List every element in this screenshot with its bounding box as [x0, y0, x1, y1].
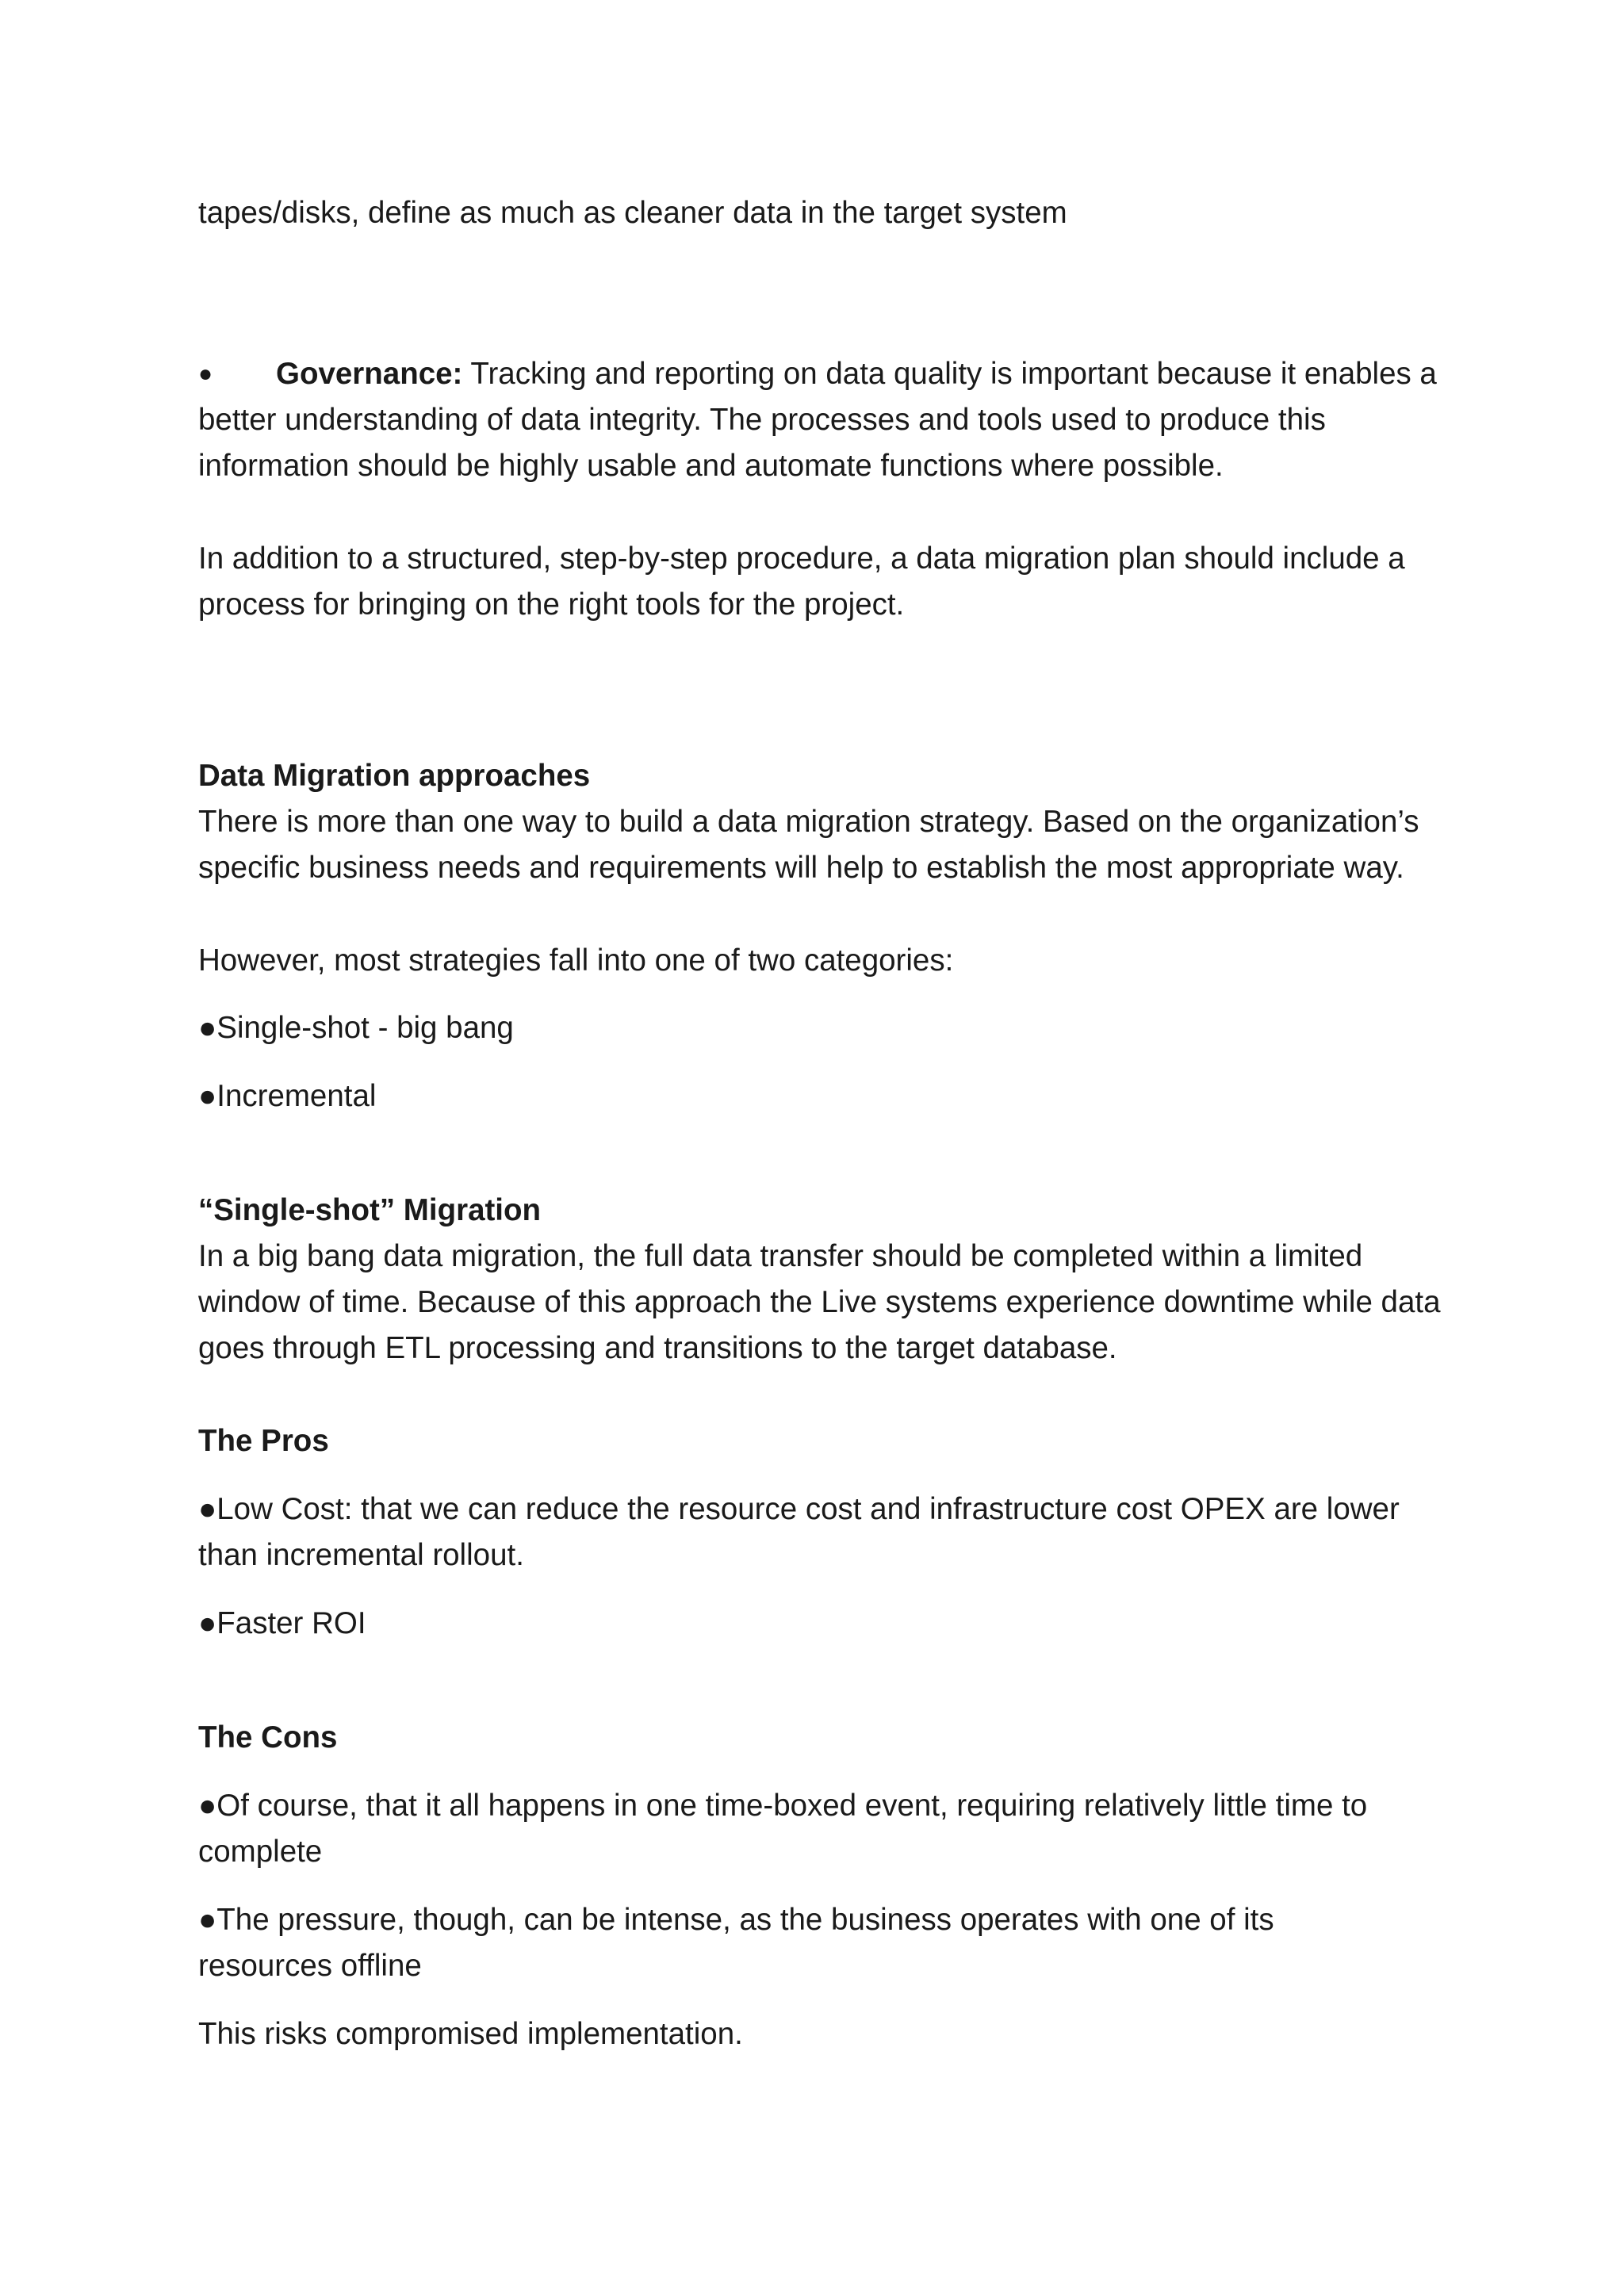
pros-item1-line2: than incremental rollout.	[198, 1538, 524, 1572]
cons-section	[198, 1715, 1443, 2057]
approaches-line2: specific business needs and requirements will help to establish the most appropriate way.	[198, 851, 1404, 885]
closing-line: This risks compromised implementation.	[198, 2017, 743, 2051]
approaches-line1: There is more than one way to build a data migration strategy. Based on the organization’s	[198, 805, 1419, 839]
cons-item2-line2: resources offline	[198, 1949, 422, 1983]
approaches-section	[198, 753, 1443, 1119]
plan-paragraph	[198, 536, 1443, 628]
bullet-icon: ●	[198, 1492, 217, 1526]
pros-item	[198, 1487, 1443, 1533]
cons-heading: The Cons	[198, 1720, 338, 1755]
governance-text-line1: Tracking and reporting on data quality is important because it enables a	[462, 357, 1437, 391]
governance-text-line3: information should be highly usable and automate functions where possible.	[198, 449, 1224, 483]
bullet-icon: ●	[198, 1079, 217, 1113]
pros-heading: The Pros	[198, 1424, 329, 1458]
bullet-icon: ●	[198, 1789, 217, 1823]
bullet-icon: ●	[198, 361, 213, 387]
category-label: Single-shot - big bang	[216, 1011, 514, 1045]
single-shot-line2: window of time. Because of this approach the Live systems experience downtime while data	[198, 1285, 1441, 1319]
approaches-heading: Data Migration approaches	[198, 759, 591, 793]
cons-item2-line1: The pressure, though, can be intense, as the business operates with one of its	[216, 1903, 1274, 1937]
plan-line1: In addition to a structured, step-by-step procedure, a data migration plan should include a	[198, 541, 1405, 576]
single-shot-section	[198, 1188, 1443, 1372]
single-shot-line3: goes through ETL processing and transitions to the target database.	[198, 1331, 1117, 1365]
cons-item	[198, 1897, 1443, 1943]
category-label: Incremental	[216, 1079, 377, 1113]
cons-item	[198, 1783, 1443, 1829]
category-item	[198, 1073, 1443, 1119]
plan-line2: process for bringing on the right tools for the project.	[198, 587, 905, 622]
governance-label: Governance:	[276, 357, 463, 391]
intro-line: tapes/disks, define as much as cleaner data in the target system	[198, 196, 1067, 230]
single-shot-heading: “Single-shot” Migration	[198, 1193, 542, 1227]
single-shot-line1: In a big bang data migration, the full data transfer should be completed within a limited	[198, 1239, 1363, 1273]
governance-text-line2: better understanding of data integrity. The processes and tools used to produce this	[198, 403, 1326, 437]
pros-item2: Faster ROI	[216, 1606, 366, 1640]
bullet-icon: ●	[198, 1606, 217, 1640]
categories-intro: However, most strategies fall into one of two categories:	[198, 943, 954, 978]
pros-section	[198, 1418, 1443, 1647]
pros-item1-line1: Low Cost: that we can reduce the resource cost and infrastructure cost OPEX are lower	[216, 1492, 1400, 1526]
cons-item1-line1: Of course, that it all happens in one time-boxed event, requiring relatively little time to	[216, 1789, 1368, 1823]
bullet-icon: ●	[198, 1011, 217, 1045]
document-body	[198, 190, 1443, 2057]
governance-bullet	[198, 351, 1443, 489]
cons-item1-line2: complete	[198, 1835, 323, 1869]
pros-item	[198, 1601, 1443, 1647]
category-item	[198, 1005, 1443, 1051]
bullet-icon: ●	[198, 1903, 217, 1937]
